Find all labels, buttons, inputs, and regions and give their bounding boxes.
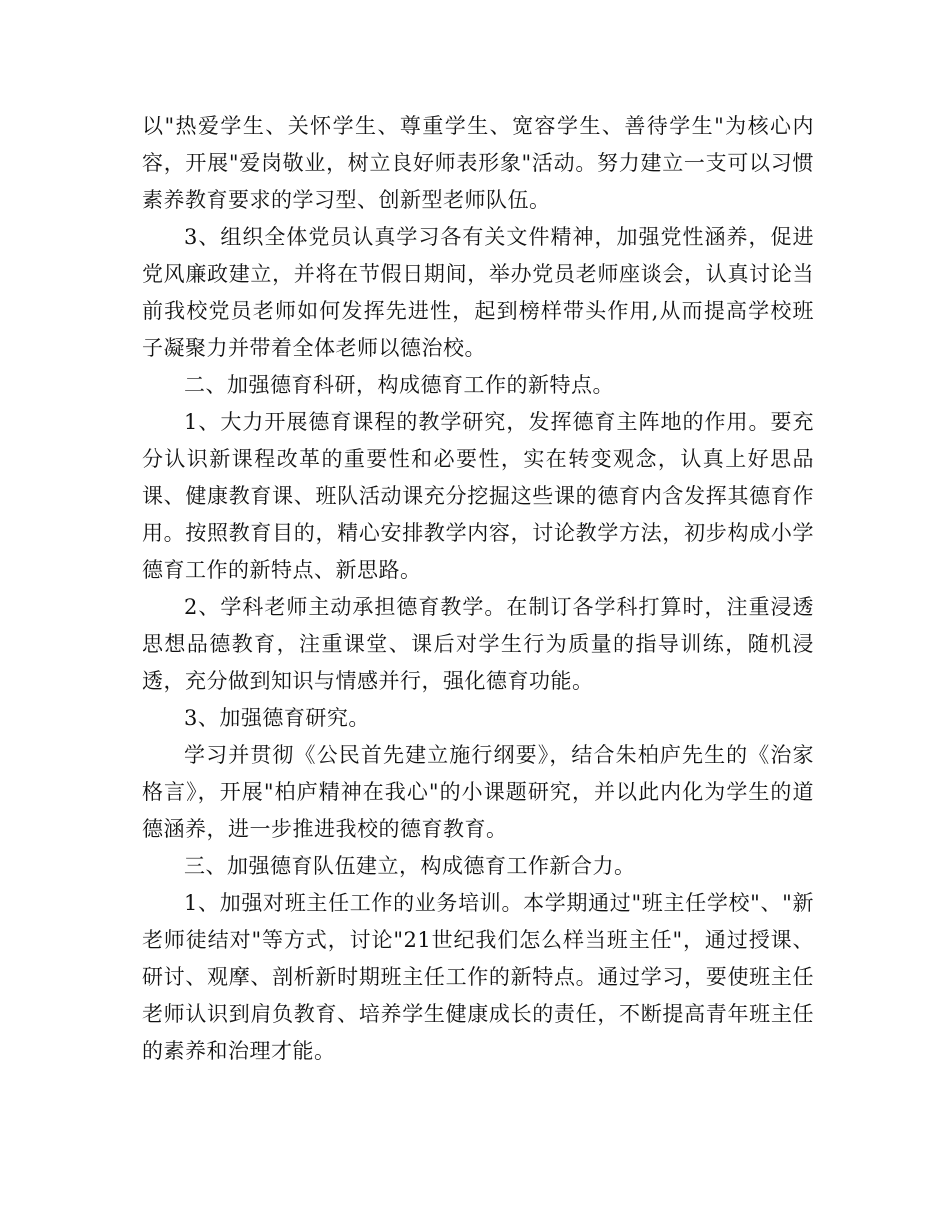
document-body: [142, 108, 814, 1070]
paragraph-party-study: 3、组织全体党员认真学习各有关文件精神，加强党性涵养，促进党风廉政建立，并将在节假日期间，举办党员老师座谈会，认真讨论当前我校党员老师如何发挥先进性，起到榜样带头作用,从而提高学校班子凝聚力并带着全体老师以德治校。: [142, 225, 814, 360]
subheading-moral-research: 3、加强德育研究。: [184, 706, 370, 730]
paragraph-teacher-training: 1、加强对班主任工作的业务培训。本学期通过"班主任学校"、"新老师徒结对"等方式，讨论"21世纪我们怎么样当班主任"，通过授课、研讨、观摩、剖析新时期班主任工作的新特点。通过学习，要使班主任老师认识到肩负教育、培养学生健康成长的责任，不断提高青年班主任的素养和治理才能。: [142, 891, 814, 1063]
paragraph-outline-study: 学习并贯彻《公民首先建立施行纲要》，结合朱柏庐先生的《治家格言》，开展"柏庐精神在我心"的小课题研究，并以此内化为学生的道德涵养，进一步推进我校的德育教育。: [142, 743, 814, 841]
section-heading-three: 三、加强德育队伍建立，构成德育工作新合力。: [184, 854, 636, 878]
paragraph-course-research: 1、大力开展德育课程的教学研究，发挥德育主阵地的作用。要充分认识新课程改革的重要性和必要性，实在转变观念，认真上好思品课、健康教育课、班队活动课充分挖掘这些课的德育内含发挥其德育作用。按照教育目的，精心安排教学内容，讨论教学方法，初步构成小学德育工作的新特点、新思路。: [142, 410, 814, 582]
paragraph-continuation: 以"热爱学生、关怀学生、尊重学生、宽容学生、善待学生"为核心内容，开展"爱岗敬业，树立良好师表形象"活动。努力建立一支可以习惯素养教育要求的学习型、创新型老师队伍。: [142, 114, 814, 212]
section-heading-two: 二、加强德育科研，构成德育工作的新特点。: [184, 373, 614, 397]
paragraph-subject-teachers: 2、学科老师主动承担德育教学。在制订各学科打算时，注重浸透思想品德教育，注重课堂、课后对学生行为质量的指导训练，随机浸透，充分做到知识与情感并行，强化德育功能。: [142, 595, 814, 693]
